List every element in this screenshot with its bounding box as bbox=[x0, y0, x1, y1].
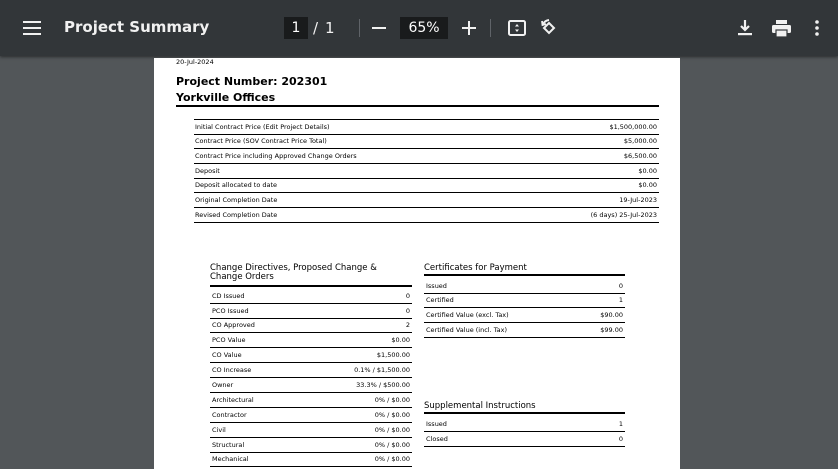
row-label: Certified Value (excl. Tax) bbox=[426, 311, 509, 319]
certificate-row bbox=[424, 279, 625, 294]
summary-value: (6 days) 25-Jul-2023 bbox=[590, 211, 657, 219]
row-label: PCO Value bbox=[212, 336, 246, 344]
report-date: 20-Jul-2024 bbox=[176, 58, 214, 66]
summary-label: Deposit allocated to date bbox=[195, 181, 278, 189]
change-row bbox=[210, 393, 412, 408]
supplemental-row bbox=[424, 417, 625, 432]
zoom-out-icon[interactable] bbox=[369, 18, 389, 38]
certificate-row bbox=[424, 308, 625, 323]
change-row bbox=[210, 318, 412, 333]
row-value: $90.00 bbox=[600, 311, 623, 319]
summary-label: Contract Price (SOV Contract Price Total) bbox=[195, 137, 327, 145]
row-value: 0% / $0.00 bbox=[374, 411, 410, 419]
zoom-level-input[interactable]: 65% bbox=[400, 17, 448, 39]
row-value: 0% / $0.00 bbox=[374, 396, 410, 404]
section-rule bbox=[424, 274, 625, 276]
certificate-row bbox=[424, 323, 625, 338]
summary-label: Original Completion Date bbox=[195, 196, 278, 204]
print-icon[interactable] bbox=[769, 16, 793, 40]
row-label: Structural bbox=[212, 441, 245, 449]
row-label: Mechanical bbox=[212, 455, 249, 463]
supplemental-section-title: Supplemental Instructions bbox=[424, 401, 536, 411]
zoom-in-icon[interactable] bbox=[459, 18, 479, 38]
download-icon[interactable] bbox=[734, 16, 756, 40]
row-value: 0% / $0.00 bbox=[374, 426, 410, 434]
row-label: Certified Value (incl. Tax) bbox=[426, 326, 507, 334]
change-row bbox=[210, 363, 412, 378]
summary-row bbox=[194, 149, 659, 164]
row-value: 2 bbox=[405, 321, 410, 329]
summary-label: Contract Price including Approved Change Orders bbox=[195, 152, 357, 160]
row-value: 0 bbox=[618, 435, 623, 443]
project-number: Project Number: 202301 bbox=[176, 75, 328, 88]
pdf-toolbar bbox=[0, 0, 838, 56]
row-value: 0% / $0.00 bbox=[374, 441, 410, 449]
header-rule bbox=[176, 105, 659, 107]
summary-label: Revised Completion Date bbox=[195, 211, 278, 219]
change-row bbox=[210, 423, 412, 438]
menu-icon[interactable] bbox=[20, 16, 44, 40]
row-value: 33.3% / $500.00 bbox=[356, 381, 410, 389]
summary-row bbox=[194, 178, 659, 193]
row-label: PCO Issued bbox=[212, 307, 249, 315]
page-separator: / bbox=[313, 19, 319, 37]
page-count: 1 bbox=[325, 19, 335, 37]
change-row bbox=[210, 452, 412, 467]
row-label: Contractor bbox=[212, 411, 247, 419]
toolbar-divider bbox=[490, 19, 491, 37]
summary-row bbox=[194, 193, 659, 208]
summary-value: $0.00 bbox=[638, 167, 657, 175]
row-label: CO Approved bbox=[212, 321, 255, 329]
pdf-page bbox=[154, 58, 680, 469]
change-row bbox=[210, 408, 412, 423]
fit-to-page-icon[interactable] bbox=[506, 17, 528, 39]
row-label: Closed bbox=[426, 435, 448, 443]
summary-row bbox=[194, 208, 659, 223]
row-value: $1,500.00 bbox=[376, 351, 410, 359]
change-section-title: Change Directives, Proposed Change & Change Orders bbox=[210, 263, 377, 282]
change-row bbox=[210, 348, 412, 363]
summary-value: 19-Jul-2023 bbox=[619, 196, 657, 204]
summary-row bbox=[194, 134, 659, 149]
summary-value: $5,000.00 bbox=[623, 137, 657, 145]
row-label: Certified bbox=[426, 296, 454, 304]
section-rule bbox=[424, 412, 625, 414]
project-name: Yorkville Offices bbox=[176, 91, 276, 104]
row-value: 0 bbox=[618, 282, 623, 290]
summary-value: $1,500,000.00 bbox=[609, 123, 657, 131]
summary-row bbox=[194, 119, 659, 135]
row-value: 0.1% / $1,500.00 bbox=[354, 366, 410, 374]
toolbar-divider bbox=[359, 19, 360, 37]
change-row bbox=[210, 289, 412, 304]
certificates-section-title: Certificates for Payment bbox=[424, 263, 527, 273]
row-label: CO Value bbox=[212, 351, 242, 359]
document-title: Project Summary bbox=[64, 18, 210, 36]
row-label: CD Issued bbox=[212, 292, 245, 300]
summary-value: $0.00 bbox=[638, 181, 657, 189]
supplemental-row bbox=[424, 432, 625, 447]
row-label: Civil bbox=[212, 426, 226, 434]
row-label: Architectural bbox=[212, 396, 254, 404]
change-row bbox=[210, 304, 412, 319]
section-rule bbox=[210, 285, 412, 287]
row-label: CO Increase bbox=[212, 366, 252, 374]
row-label: Owner bbox=[212, 381, 234, 389]
row-value: $99.00 bbox=[600, 326, 623, 334]
rotate-icon[interactable] bbox=[537, 16, 561, 40]
row-value: 0 bbox=[405, 292, 410, 300]
row-label: Issued bbox=[426, 282, 447, 290]
row-value: 0% / $0.00 bbox=[374, 455, 410, 463]
more-options-icon[interactable] bbox=[808, 16, 826, 40]
row-value: 1 bbox=[618, 420, 623, 428]
row-value: 0 bbox=[405, 307, 410, 315]
page-number-input[interactable]: 1 bbox=[284, 17, 308, 39]
summary-value: $6,500.00 bbox=[623, 152, 657, 160]
row-value: 1 bbox=[618, 296, 623, 304]
summary-label: Initial Contract Price (Edit Project Details) bbox=[195, 123, 330, 131]
summary-label: Deposit bbox=[195, 167, 220, 175]
change-row bbox=[210, 438, 412, 453]
summary-row bbox=[194, 164, 659, 179]
row-value: $0.00 bbox=[391, 336, 410, 344]
change-row bbox=[210, 378, 412, 393]
row-label: Issued bbox=[426, 420, 447, 428]
certificate-row bbox=[424, 293, 625, 308]
change-row bbox=[210, 333, 412, 348]
